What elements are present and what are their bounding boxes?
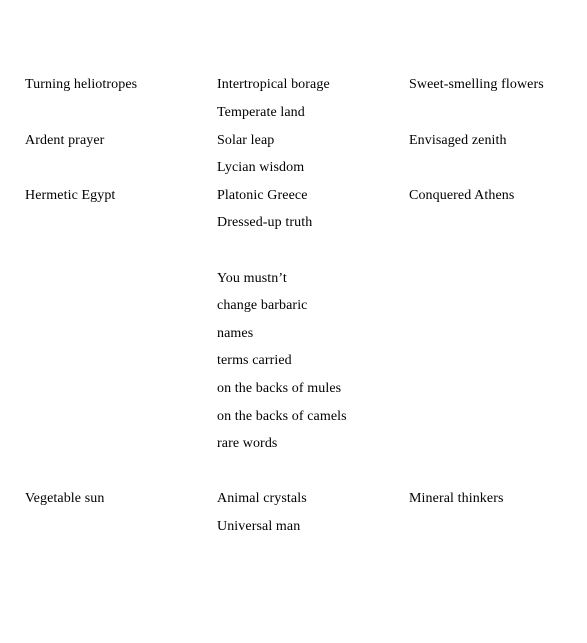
poem-line-hermetic-egypt: Hermetic Egypt [25, 188, 116, 203]
stanza-line: on the backs of mules [217, 381, 342, 396]
stanza-line: You mustn’t [217, 271, 287, 286]
poem-line-intertropical-borage: Intertropical borage [217, 77, 330, 92]
poem-line-mineral-thinkers: Mineral thinkers [409, 491, 504, 506]
stanza-line: rare words [217, 436, 278, 451]
poem-line-dressed-up-truth: Dressed-up truth [217, 215, 313, 230]
poem-line-universal-man: Universal man [217, 519, 301, 534]
stanza-line: terms carried [217, 353, 292, 368]
poem-line-turning-heliotropes: Turning heliotropes [25, 77, 138, 92]
poem-line-animal-crystals: Animal crystals [217, 491, 307, 506]
poem-line-lycian-wisdom: Lycian wisdom [217, 160, 305, 175]
poem-line-ardent-prayer: Ardent prayer [25, 133, 105, 148]
stanza-line: names [217, 326, 254, 341]
poem-line-sweet-smelling-flowers: Sweet-smelling flowers [409, 77, 544, 92]
poem-line-temperate-land: Temperate land [217, 105, 305, 120]
poem-line-solar-leap: Solar leap [217, 133, 275, 148]
stanza-line: on the backs of camels [217, 409, 347, 424]
poem-line-platonic-greece: Platonic Greece [217, 188, 308, 203]
stanza-line: change barbaric [217, 298, 308, 313]
poem-line-vegetable-sun: Vegetable sun [25, 491, 105, 506]
poem-line-envisaged-zenith: Envisaged zenith [409, 133, 507, 148]
poem-line-conquered-athens: Conquered Athens [409, 188, 515, 203]
